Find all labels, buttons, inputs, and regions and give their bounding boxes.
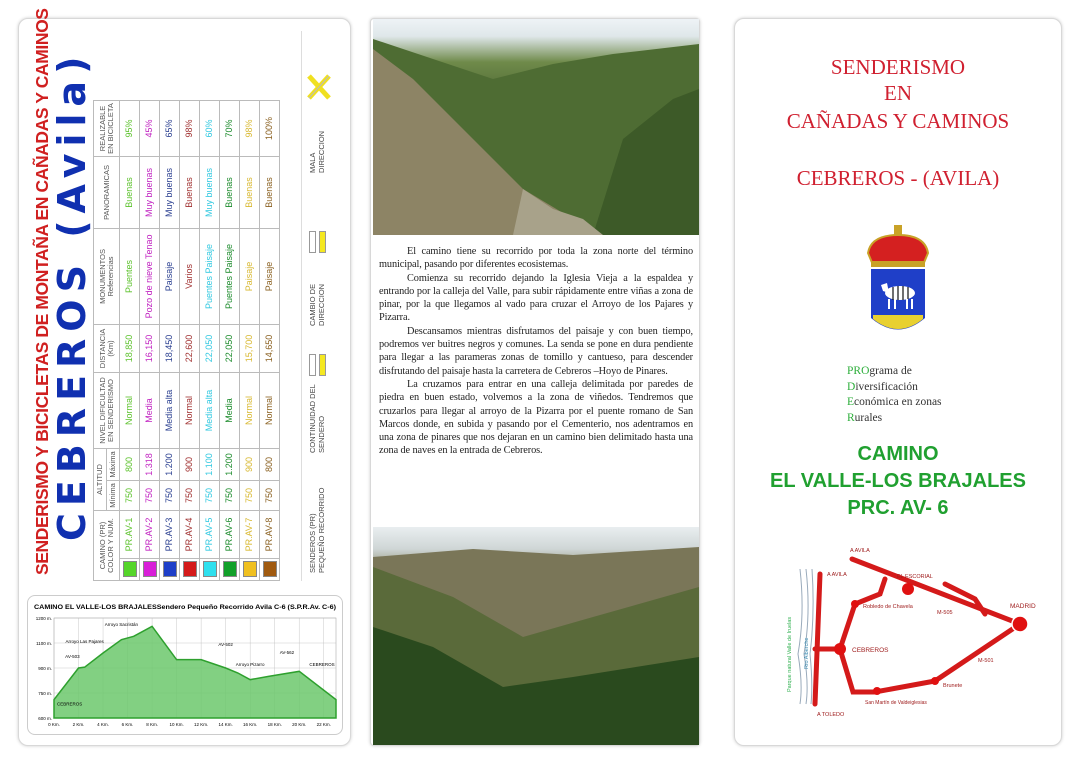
cell-distancia: 15,700 [240, 324, 260, 372]
cell-monumentos: Paisaje [240, 228, 260, 324]
paragraph: Descansamos mientras disfrutamos del paisaje y con buen tiempo, podremos ver buitres negros y comunes. La senda se pone en dura pendiente para llegar a las parameras zonas de tomillo y cantueso, para descender disfrutando del paisaje hasta la carretera de Cebreros –Hoyo de Pinares. [379, 325, 693, 377]
cell-realizable: 65% [160, 100, 180, 156]
color-swatch [263, 562, 277, 578]
elevation-chart-svg [28, 596, 343, 735]
mountain-landscape-image [373, 19, 699, 235]
elevation-profile-chart [27, 595, 343, 735]
route-title-line: PRC. AV- 6 [847, 497, 949, 519]
cell-distancia: 22,050 [220, 324, 240, 372]
cell-distancia: 22,600 [180, 324, 200, 372]
cell-nivel: Media [140, 372, 160, 448]
acronym-letter: PRO [847, 365, 870, 377]
cell-minima: 750 [160, 480, 180, 510]
cell-realizable: 100% [260, 100, 280, 156]
table-subtitle: CEBREROS (Avila) [50, 49, 94, 541]
map-label: A AVILA [850, 548, 870, 554]
legend-white-mark [309, 354, 316, 376]
cell-panoramicas: Buenas [260, 156, 280, 228]
header-distancia: DISTANCIA (Km) [94, 324, 120, 372]
header-camino: CAMINO (PR) COLOR Y NUM. [94, 510, 120, 580]
cell-camino: PR.AV-2 [140, 510, 160, 558]
map-label: Robledo de Chavela [863, 604, 913, 610]
header-monumentos: MONUMENTOS Referencias [94, 228, 120, 324]
table-row [120, 100, 140, 580]
y-tick-label: 900 m. [38, 666, 52, 671]
cell-camino: PR.AV-4 [180, 510, 200, 558]
legend-senderos: SENDEROS (PR) PEQUEÑO RECORRIDO [308, 487, 326, 573]
cell-panoramicas: Muy buenas [140, 156, 160, 228]
color-swatch-cell [240, 559, 260, 581]
acronym-letter: R [847, 411, 855, 424]
y-tick-label: 600 m. [38, 716, 52, 721]
map-label: M-505 [937, 610, 953, 616]
valley-photo-bottom [373, 527, 699, 745]
color-swatch-cell [260, 559, 280, 581]
table-title: SENDERISMO Y BICICLETAS DE MONTAÑA EN CAÑADAS Y CAMINOS [32, 8, 52, 575]
cover-title-line: CAÑADAS Y CAMINOS [786, 109, 1010, 133]
table-legend [301, 31, 339, 581]
cell-realizable: 45% [140, 100, 160, 156]
program-word: conómica en zonas [854, 396, 942, 408]
cell-maxima: 1.200 [160, 448, 180, 480]
cell-panoramicas: Buenas [240, 156, 260, 228]
map-label: A AVILA [827, 572, 847, 578]
cell-realizable: 98% [240, 100, 260, 156]
header-panoramicas: PANORAMICAS [94, 156, 120, 228]
annotation-label: Arroyo Pizarro [235, 662, 265, 667]
wrong-way-x-icon [306, 73, 332, 101]
route-title-line: EL VALLE-LOS BRAJALES [770, 470, 1026, 492]
map-label: CEBREROS [852, 647, 889, 654]
cell-monumentos: Paisaje [160, 228, 180, 324]
cell-realizable: 60% [200, 100, 220, 156]
cell-camino: PR.AV-6 [220, 510, 240, 558]
table-row [240, 100, 260, 580]
color-swatch-cell [220, 559, 240, 581]
x-tick-label: 20 Km. [292, 722, 307, 727]
cell-distancia: 18,450 [160, 324, 180, 372]
middle-panel [370, 18, 700, 746]
route-description [379, 245, 693, 458]
header-maxima: Máxima [107, 448, 120, 480]
annotation-label: AV-503 [65, 654, 80, 659]
cell-panoramicas: Muy buenas [200, 156, 220, 228]
cell-nivel: Media [220, 372, 240, 448]
cell-monumentos: Puentes Paisaje [200, 228, 220, 324]
map-label: M-501 [978, 658, 994, 664]
cell-realizable: 70% [220, 100, 240, 156]
y-tick-label: 1100 m. [36, 641, 52, 646]
cell-monumentos: Puentes [120, 228, 140, 324]
cell-nivel: Media alta [200, 372, 220, 448]
map-label: EL ESCORIAL [897, 574, 933, 580]
paragraph: La cruzamos para entrar en una calleja delimitada por paredes de piedra en buen estado, volvemos a la zona de viñedos. Tendremos que cruzarlos para llegar al arroyo de la Pizarra por el puente romano de San Marcos donde, en subida y pasando por el Cementerio, nos adentramos en una zona de pinares que nos dejaran en un camino bien delimitado hasta una zona de naves en la entrada de Cebreros. [379, 378, 693, 457]
program-word: iversificación [855, 380, 918, 393]
cell-minima: 750 [120, 480, 140, 510]
left-panel [18, 8, 351, 746]
program-word: urales [854, 411, 883, 424]
color-swatch [143, 562, 157, 578]
proder-program-text [847, 364, 942, 426]
x-tick-label: 12 Km. [193, 722, 209, 727]
cell-minima: 750 [240, 480, 260, 510]
cell-nivel: Media alta [160, 372, 180, 448]
header-altitud: ALTITUD [94, 448, 107, 510]
cell-panoramicas: Buenas [220, 156, 240, 228]
x-tick-label: 18 Km. [267, 722, 282, 727]
program-word: grama de [869, 365, 912, 377]
cell-maxima: 1.318 [140, 448, 160, 480]
color-swatch-cell [180, 559, 200, 581]
cell-nivel: Normal [260, 372, 280, 448]
cell-camino: PR.AV-1 [120, 510, 140, 558]
cover-title-line: SENDERISMO [830, 55, 966, 79]
map-label: MADRID [1010, 603, 1036, 610]
cell-minima: 750 [260, 480, 280, 510]
cell-panoramicas: Buenas [120, 156, 140, 228]
legend-turn-yellow-mark [319, 231, 326, 253]
forest-landscape-image [373, 527, 699, 745]
cover-title-line: EN [884, 81, 912, 105]
map-label: Brunete [943, 683, 963, 689]
cell-maxima: 900 [180, 448, 200, 480]
annotation-label: AV-562 [279, 650, 295, 655]
trails-table [93, 100, 280, 581]
cell-minima: 750 [180, 480, 200, 510]
x-tick-label: 22 Km. [316, 722, 331, 727]
color-swatch-cell [120, 559, 140, 581]
cell-camino: PR.AV-3 [160, 510, 180, 558]
cell-panoramicas: Buenas [180, 156, 200, 228]
color-swatch [243, 562, 257, 578]
cell-monumentos: Varios [180, 228, 200, 324]
color-swatch [223, 562, 237, 578]
road-network [815, 559, 1020, 704]
chart-title: CAMINO EL VALLE-LOS BRAJALESSendero Pequeño Recorrido Avila C-6 (S.P.R.Av. C-6) [34, 604, 336, 611]
paragraph: El camino tiene su recorrido por toda la zona norte del término municipal, pasando por diferentes ecosistemas. [379, 246, 693, 271]
cell-monumentos: Pozo de nieve Tenao [140, 228, 160, 324]
cell-distancia: 22,050 [200, 324, 220, 372]
cell-camino: PR.AV-7 [240, 510, 260, 558]
river-icon [798, 569, 813, 704]
cell-panoramicas: Muy buenas [160, 156, 180, 228]
y-tick-label: 750 m. [38, 691, 52, 696]
annotation-label: CEBREROS [309, 662, 335, 667]
cell-maxima: 1.200 [220, 448, 240, 480]
y-tick-label: 1200 m. [35, 616, 52, 621]
map-label: San Martín de Valdeiglesias [865, 700, 927, 706]
cell-camino: PR.AV-8 [260, 510, 280, 558]
x-tick-label: 16 Km. [243, 722, 258, 727]
header-realizable: REALIZABLE EN BICICLETA [94, 100, 120, 156]
coat-of-arms-logo [863, 223, 933, 339]
color-swatch-cell [140, 559, 160, 581]
table-row [160, 100, 180, 580]
cell-minima: 750 [220, 480, 240, 510]
x-tick-label: 8 Km. [146, 722, 158, 727]
location-map [765, 534, 1055, 729]
paragraph: Comienza su recorrido dejando la Iglesia Vieja a la espaldea y entrando por la calleja del Valle, para subir rápidamente entre viñas a zona de pinar, por la que llegamos al vado para cruzar el Arroyo de los Pajares y Pizarra. [379, 272, 693, 324]
map-label: Parque natural Valle de Iruelas [787, 616, 793, 692]
cell-camino: PR.AV-5 [200, 510, 220, 558]
cell-distancia: 16,150 [140, 324, 160, 372]
cell-distancia: 18,850 [120, 324, 140, 372]
cell-monumentos: Paisaje [260, 228, 280, 324]
table-row [140, 100, 160, 580]
table-row [220, 100, 240, 580]
table-row [200, 100, 220, 580]
cell-nivel: Normal [240, 372, 260, 448]
annotation-label: Arroyo Sacristán [104, 622, 139, 627]
color-swatch [183, 562, 197, 578]
acronym-letter: E [847, 396, 855, 408]
start-label: CEBREROS [57, 701, 83, 707]
x-tick-label: 0 Km. [48, 722, 60, 727]
legend-mala: MALA DIRECCION [308, 130, 326, 173]
cell-realizable: 98% [180, 100, 200, 156]
legend-continuidad: CONTINUIDAD DEL SENDERO [308, 384, 326, 453]
cell-minima: 750 [200, 480, 220, 510]
right-panel [734, 18, 1062, 746]
x-tick-label: 14 Km. [218, 722, 233, 727]
x-tick-label: 4 Km. [97, 722, 109, 727]
color-swatch [203, 562, 217, 578]
x-tick-label: 2 Km. [72, 722, 85, 727]
cell-distancia: 14,650 [260, 324, 280, 372]
map-label: A TOLEDO [817, 712, 845, 718]
cell-realizable: 95% [120, 100, 140, 156]
cell-minima: 750 [140, 480, 160, 510]
cell-maxima: 800 [120, 448, 140, 480]
legend-cambio: CAMBIO DE DIRECCION [308, 283, 326, 326]
color-swatch [163, 562, 177, 578]
cover-location: CEBREROS - (AVILA) [796, 166, 1000, 190]
trail-table-section [29, 8, 341, 581]
table-row [260, 100, 280, 580]
color-swatch-cell [160, 559, 180, 581]
x-tick-label: 10 Km. [169, 722, 184, 727]
valley-photo-top [373, 19, 699, 235]
legend-yellow-mark [319, 354, 326, 376]
cell-monumentos: Puentes Paisaje [220, 228, 240, 324]
color-swatch-cell [200, 559, 220, 581]
table-row [180, 100, 200, 580]
header-minima: Mínima [107, 480, 120, 510]
route-title-line: CAMINO [857, 443, 939, 465]
cell-maxima: 1.100 [200, 448, 220, 480]
color-swatch [123, 562, 137, 578]
x-tick-label: 6 Km. [121, 722, 134, 727]
cell-maxima: 800 [260, 448, 280, 480]
annotation-label: AV-502 [218, 642, 233, 647]
cell-nivel: Normal [120, 372, 140, 448]
cell-maxima: 900 [240, 448, 260, 480]
legend-turn-white-mark [309, 231, 316, 253]
map-label: Río Alberche [804, 637, 810, 669]
header-nivel: NIVEL DIFICULTAD EN SENDERISMO [94, 372, 120, 448]
annotation-label: Arroyo Las Pajares [65, 639, 104, 644]
acronym-letter: D [847, 380, 856, 393]
cell-nivel: Normal [180, 372, 200, 448]
